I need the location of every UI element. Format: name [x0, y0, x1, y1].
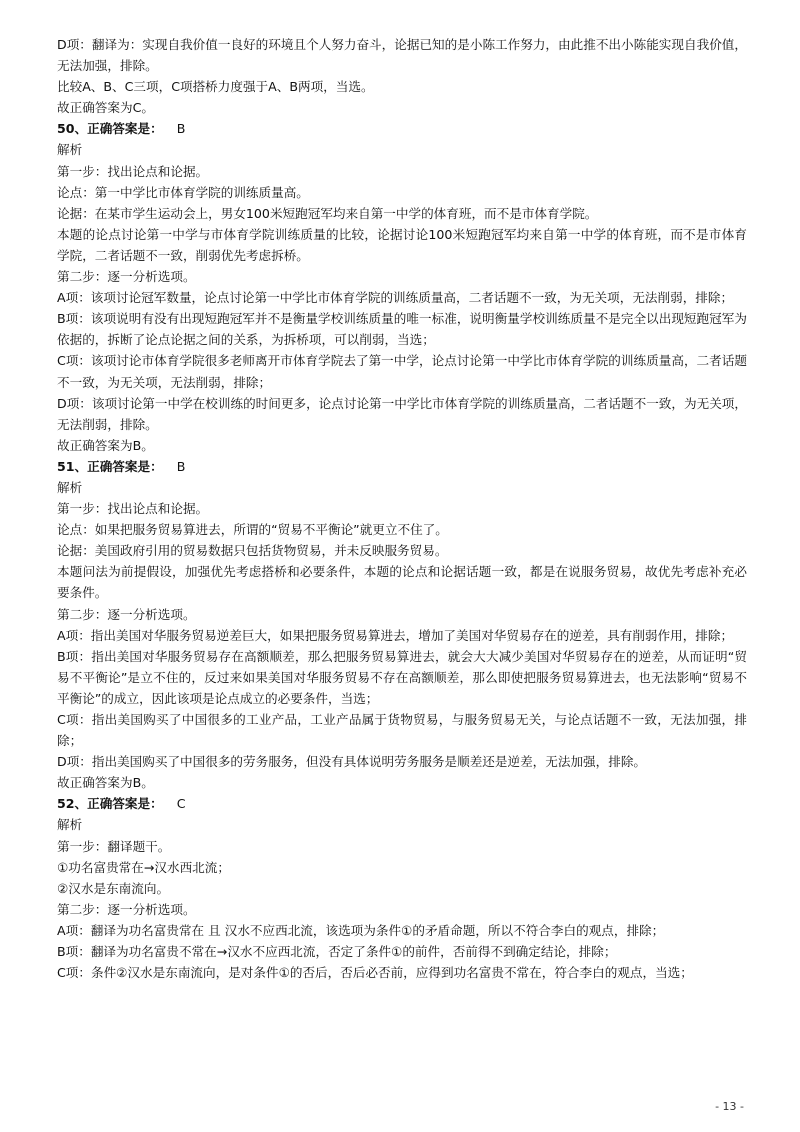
text-line: A项：该项讨论冠军数量，论点讨论第一中学比市体育学院的训练质量高，二者话题不一致，为无关项，无法削弱，排除；	[57, 290, 734, 306]
text-line: C项：条件②汉水是东南流向，是对条件①的否后，否后必否前，应得到功名富贵不常在，符合李白的观点，当选；	[57, 965, 693, 981]
question-50-label: 50、正确答案是：	[57, 121, 163, 137]
question-52-label: 52、正确答案是：	[57, 796, 163, 812]
page-content	[57, 34, 747, 983]
text-line: 故正确答案为B。	[57, 437, 154, 453]
text-line: ②汉水是东南流向。	[57, 880, 170, 896]
text-line: 第一步：翻译题干。	[57, 838, 171, 854]
text-line: D项：该项讨论第一中学在校训练的时间更多，论点讨论第一中学比市体育学院的训练质量高，二者话题不一致，为无关项，无法削弱，排除。	[57, 395, 747, 432]
text-line: 本题的论点讨论第一中学与市体育学院训练质量的比较，论据讨论100米短跑冠军均来自第一中学的体育班，而不是市体育学院，二者话题不一致，削弱优先考虑拆桥。	[57, 226, 747, 263]
text-line: D项：指出美国购买了中国很多的劳务服务，但没有具体说明劳务服务是顺差还是逆差，无法加强，排除。	[57, 754, 647, 770]
page-number: - 13 -	[715, 1100, 744, 1113]
text-line: B项：指出美国对华服务贸易存在高额顺差，那么把服务贸易算进去，就会大大减少美国对华贸易存在的逆差，从而证明“贸易不平衡论”是立不住的，反过来如果美国对华服务贸易不存在高额顺差，那么即使把服务贸易算进去，也无法影响“贸易不平衡论”的成立，因此该项是论点成立的必要条件，当选；	[57, 648, 747, 706]
text-line: 论据：在某市学生运动会上，男女100米短跑冠军均来自第一中学的体育班，而不是市体育学院。	[57, 205, 598, 221]
question-52-answer: C	[176, 796, 186, 812]
text-line: 第二步：逐一分析选项。	[57, 606, 196, 622]
text-line: A项：指出美国对华服务贸易逆差巨大，如果把服务贸易算进去，增加了美国对华贸易存在的逆差，具有削弱作用，排除；	[57, 627, 734, 643]
question-51-label: 51、正确答案是：	[57, 458, 163, 474]
text-line: 第一步：找出论点和论据。	[57, 163, 209, 179]
question-51-heading	[57, 456, 747, 477]
text-line: 解析	[57, 817, 83, 833]
text-line: B项：翻译为功名富贵不常在→汉水不应西北流，否定了条件①的前件，否前得不到确定结论，排除；	[57, 944, 617, 960]
question-50-answer: B	[176, 121, 186, 137]
text-line: A项：翻译为功名富贵常在 且 汉水不应西北流，该选项为条件①的矛盾命题，所以不符合李白的观点，排除；	[57, 922, 665, 938]
text-line: 比较A、B、C三项，C项搭桥力度强于A、B两项，当选。	[57, 79, 374, 95]
text-line: ①功名富贵常在→汉水西北流；	[57, 859, 230, 875]
text-line: C项：该项讨论市体育学院很多老师离开市体育学院去了第一中学，论点讨论第一中学比市体育学院的训练质量高，二者话题不一致，为无关项，无法削弱，排除；	[57, 353, 747, 390]
text-line: 论点：第一中学比市体育学院的训练质量高。	[57, 184, 309, 200]
text-line: D项：翻译为：实现自我价值一良好的环境且个人努力奋斗，论据已知的是小陈工作努力，由此推不出小陈能实现自我价值，无法加强，排除。	[57, 37, 747, 74]
text-line: 论点：如果把服务贸易算进去，所谓的“贸易不平衡论”就更立不住了。	[57, 522, 448, 538]
text-line: 第一步：找出论点和论据。	[57, 501, 209, 517]
text-line: 故正确答案为C。	[57, 100, 154, 116]
question-52-heading	[57, 793, 747, 814]
text-line: C项：指出美国购买了中国很多的工业产品，工业产品属于货物贸易，与服务贸易无关，与论点话题不一致，无法加强，排除；	[57, 712, 747, 749]
text-line: 第二步：逐一分析选项。	[57, 269, 196, 285]
text-line: B项：该项说明有没有出现短跑冠军并不是衡量学校训练质量的唯一标准，说明衡量学校训练质量不是完全以出现短跑冠军为依据的，拆断了论点论据之间的关系，为拆桥项，可以削弱，当选；	[57, 311, 747, 348]
question-51-answer: B	[176, 458, 186, 474]
question-50-heading	[57, 118, 747, 139]
text-line: 第二步：逐一分析选项。	[57, 901, 196, 917]
text-line: 本题问法为前提假设，加强优先考虑搭桥和必要条件，本题的论点和论据话题一致，都是在说服务贸易，故优先考虑补充必要条件。	[57, 564, 747, 601]
text-line: 故正确答案为B。	[57, 775, 154, 791]
text-line: 解析	[57, 142, 83, 158]
text-line: 论据：美国政府引用的贸易数据只包括货物贸易，并未反映服务贸易。	[57, 543, 448, 559]
text-line: 解析	[57, 479, 83, 495]
